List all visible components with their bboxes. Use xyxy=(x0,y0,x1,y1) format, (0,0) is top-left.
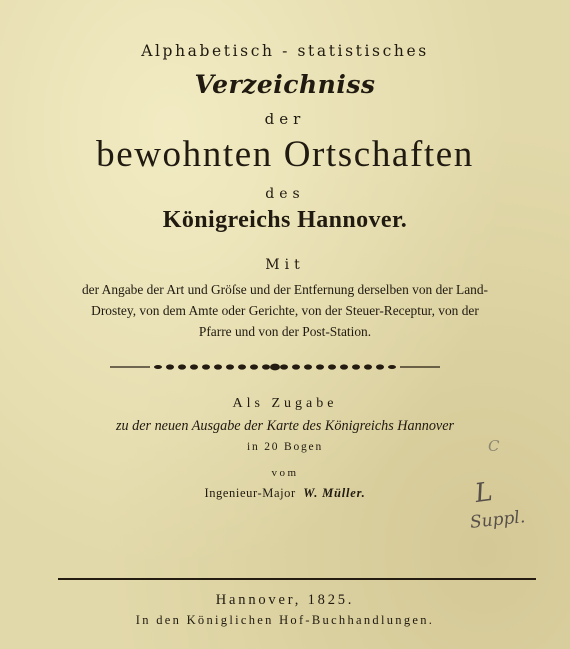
margin-faint-mark: C xyxy=(488,437,500,455)
description-line-2: Drostey, von dem Amte oder Gerichte, von der Steuer-Receptur, von der xyxy=(91,303,479,318)
main-title: bewohnten Ortschaften xyxy=(96,134,474,175)
sheets-count: in 20 Bogen xyxy=(246,441,324,453)
fraktur-title: Verzeichniss xyxy=(194,70,376,99)
connector-des: des xyxy=(265,186,305,202)
description-line-3: Pfarre und von der Post-Station. xyxy=(198,324,372,339)
kingdom-title: Königreichs Hannover. xyxy=(162,207,408,233)
author-name: W. Müller. xyxy=(303,486,366,500)
description-line-1: der Angabe der Art und Gröſse und der Entfernung derselben von der Land- xyxy=(81,282,489,297)
connector-der: der xyxy=(264,110,306,128)
publisher-line: In den Königlichen Hof-Buchhandlungen. xyxy=(135,613,435,627)
horizontal-rule xyxy=(58,578,536,580)
pre-title: Alphabetisch - statistisches xyxy=(141,42,429,60)
margin-pencil-mark: L xyxy=(472,476,495,510)
imprint-city-year: Hannover, 1825. xyxy=(215,592,355,608)
supplement-label: Als Zugabe xyxy=(232,396,338,411)
author-rank: Ingenieur-Major xyxy=(204,486,296,500)
mit-label: Mit xyxy=(265,257,305,273)
margin-pencil-note: Suppl. xyxy=(469,507,527,533)
ornament-divider xyxy=(110,361,440,373)
by-label: vom xyxy=(271,467,299,479)
supplement-text: zu der neuen Ausgabe der Karte des Königreichs Hannover xyxy=(115,418,455,434)
